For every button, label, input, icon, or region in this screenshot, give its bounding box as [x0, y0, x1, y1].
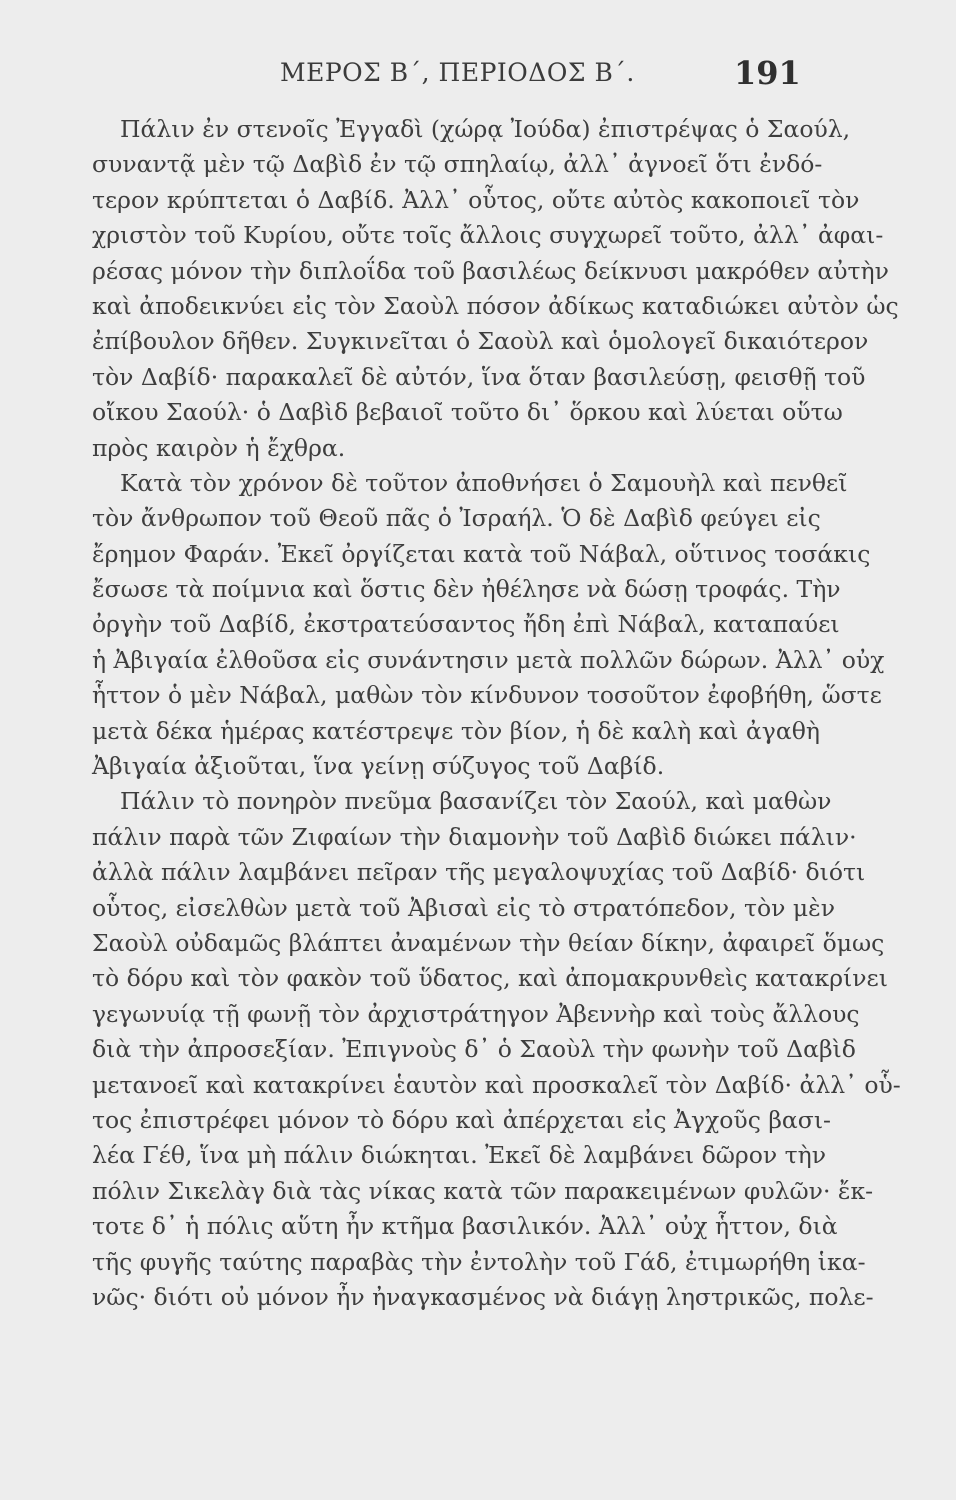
paragraph-2: [92, 466, 885, 785]
text-line: Σαοὺλ οὐδαμῶς βλάπτει ἀναμένων τὴν θείαν δίκην, ἀφαιρεῖ ὅμως: [92, 928, 885, 957]
text-line: τὸν ἄνθρωπον τοῦ Θεοῦ πᾶς ὁ Ἰσραήλ. Ὁ δὲ Δαβὶδ φεύγει εἰς: [92, 504, 821, 533]
text-line: Πάλιν τὸ πονηρὸν πνεῦμα βασανίζει τὸν Σαούλ, καὶ μαθὼν: [120, 787, 832, 816]
text-line: τερον κρύπτεται ὁ Δαβίδ. Ἀλλ᾽ οὗτος, οὔτε αὐτὸς κακοποιεῖ τὸν: [92, 185, 860, 214]
text-line: λέα Γέθ, ἵνα μὴ πάλιν διώκηται. Ἐκεῖ δὲ λαμβάνει δῶρον τὴν: [92, 1141, 826, 1170]
text-line: ἐπίβουλον δῆθεν. Συγκινεῖται ὁ Σαοὺλ καὶ ὁμολογεῖ δικαιότερον: [92, 327, 869, 356]
text-line: τῆς φυγῆς ταύτης παραβὰς τὴν ἐντολὴν τοῦ Γάδ, ἐτιμωρήθη ἱκα-: [92, 1247, 866, 1276]
text-line: τὸν Δαβίδ· παρακαλεῖ δὲ αὐτόν, ἵνα ὅταν βασιλεύσῃ, φεισθῇ τοῦ: [92, 362, 866, 391]
header-title: ΜΕΡΟΣ Β΄, ΠΕΡΙΟΔΟΣ Β΄.: [280, 58, 635, 87]
text-line: τὸ δόρυ καὶ τὸν φακὸν τοῦ ὕδατος, καὶ ἀπομακρυνθεὶς κατακρίνει: [92, 964, 888, 993]
running-header: [0, 54, 956, 98]
text-line: καὶ ἀποδεικνύει εἰς τὸν Σαοὺλ πόσον ἀδίκως καταδιώκει αὐτὸν ὡς: [92, 291, 899, 320]
text-line: πόλιν Σικελὰγ διὰ τὰς νίκας κατὰ τῶν παρακειμένων φυλῶν· ἔκ-: [92, 1176, 874, 1205]
text-line: Κατὰ τὸν χρόνον δὲ τοῦτον ἀποθνήσει ὁ Σαμουὴλ καὶ πενθεῖ: [120, 468, 848, 497]
text-line: ἔσωσε τὰ ποίμνια καὶ ὅστις δὲν ἠθέλησε νὰ δώσῃ τροφάς. Τὴν: [92, 575, 841, 604]
text-line: ὀργὴν τοῦ Δαβίδ, ἐκστρατεύσαντος ἤδη ἐπὶ Νάβαλ, καταπαύει: [92, 610, 840, 639]
text-line: ἧττον ὁ μὲν Νάβαλ, μαθὼν τὸν κίνδυνον τοσοῦτον ἐφοβήθη, ὥστε: [92, 681, 882, 710]
text-line: Ἀβιγαία ἀξιοῦται, ἵνα γείνῃ σύζυγος τοῦ Δαβίδ.: [92, 752, 665, 781]
text-line: πάλιν παρὰ τῶν Ζιφαίων τὴν διαμονὴν τοῦ Δαβὶδ διώκει πάλιν·: [92, 822, 857, 851]
text-line: τος ἐπιστρέφει μόνον τὸ δόρυ καὶ ἀπέρχεται εἰς Ἀγχοῦς βασι-: [92, 1105, 831, 1134]
text-line: Πάλιν ἐν στενοῖς Ἐγγαδὶ (χώρᾳ Ἰούδα) ἐπιστρέψας ὁ Σαούλ,: [120, 115, 851, 143]
text-line: νῶς· διότι οὐ μόνον ἦν ἠναγκασμένος νὰ διάγῃ ληστρικῶς, πολε-: [92, 1282, 874, 1311]
body-text: [92, 112, 901, 1315]
text-line: συναντᾷ μὲν τῷ Δαβὶδ ἐν τῷ σπηλαίῳ, ἀλλ᾽ ἀγνοεῖ ὅτι ἐνδό-: [92, 150, 823, 179]
text-line: τοτε δ᾽ ἡ πόλις αὕτη ἦν κτῆμα βασιλικόν. Ἀλλ᾽ οὐχ ἧττον, διὰ: [92, 1212, 838, 1241]
text-line: ἡ Ἀβιγαία ἐλθοῦσα εἰς συνάντησιν μετὰ πολλῶν δώρων. Ἀλλ᾽ οὐχ: [92, 645, 885, 674]
text-line: γεγωνυίᾳ τῇ φωνῇ τὸν ἀρχιστράτηγον Ἀβεννὴρ καὶ τοὺς ἄλλους: [92, 999, 860, 1028]
text-line: πρὸς καιρὸν ἡ ἔχθρα.: [92, 433, 346, 462]
text-line: οὗτος, εἰσελθὼν μετὰ τοῦ Ἀβισαὶ εἰς τὸ στρατόπεδον, τὸν μὲν: [92, 893, 836, 922]
paragraph-1: [92, 112, 899, 466]
text-line: ρέσας μόνον τὴν διπλοΐδα τοῦ βασιλέως δείκνυσι μακρόθεν αὐτὴν: [92, 256, 889, 285]
paragraph-3: [92, 784, 901, 1315]
text-line: οἴκου Σαούλ· ὁ Δαβὶδ βεβαιοῖ τοῦτο δι᾽ ὅρκου καὶ λύεται οὕτω: [92, 398, 843, 427]
text-line: μετανοεῖ καὶ κατακρίνει ἑαυτὸν καὶ προσκαλεῖ τὸν Δαβίδ· ἀλλ᾽ οὗ-: [92, 1070, 901, 1099]
text-line: ἔρημον Φαράν. Ἐκεῖ ὀργίζεται κατὰ τοῦ Νάβαλ, οὕτινος τοσάκις: [92, 539, 871, 568]
text-line: μετὰ δέκα ἡμέρας κατέστρεψε τὸν βίον, ἡ δὲ καλὴ καὶ ἀγαθὴ: [92, 716, 820, 745]
page-number: 191: [734, 54, 801, 92]
text-line: ἀλλὰ πάλιν λαμβάνει πεῖραν τῆς μεγαλοψυχίας τοῦ Δαβίδ· διότι: [92, 858, 866, 887]
text-line: διὰ τὴν ἀπροσεξίαν. Ἐπιγνοὺς δ᾽ ὁ Σαοὺλ τὴν φωνὴν τοῦ Δαβὶδ: [92, 1035, 856, 1064]
text-line: χριστὸν τοῦ Κυρίου, οὔτε τοῖς ἄλλοις συγχωρεῖ τοῦτο, ἀλλ᾽ ἀφαι-: [92, 221, 884, 250]
